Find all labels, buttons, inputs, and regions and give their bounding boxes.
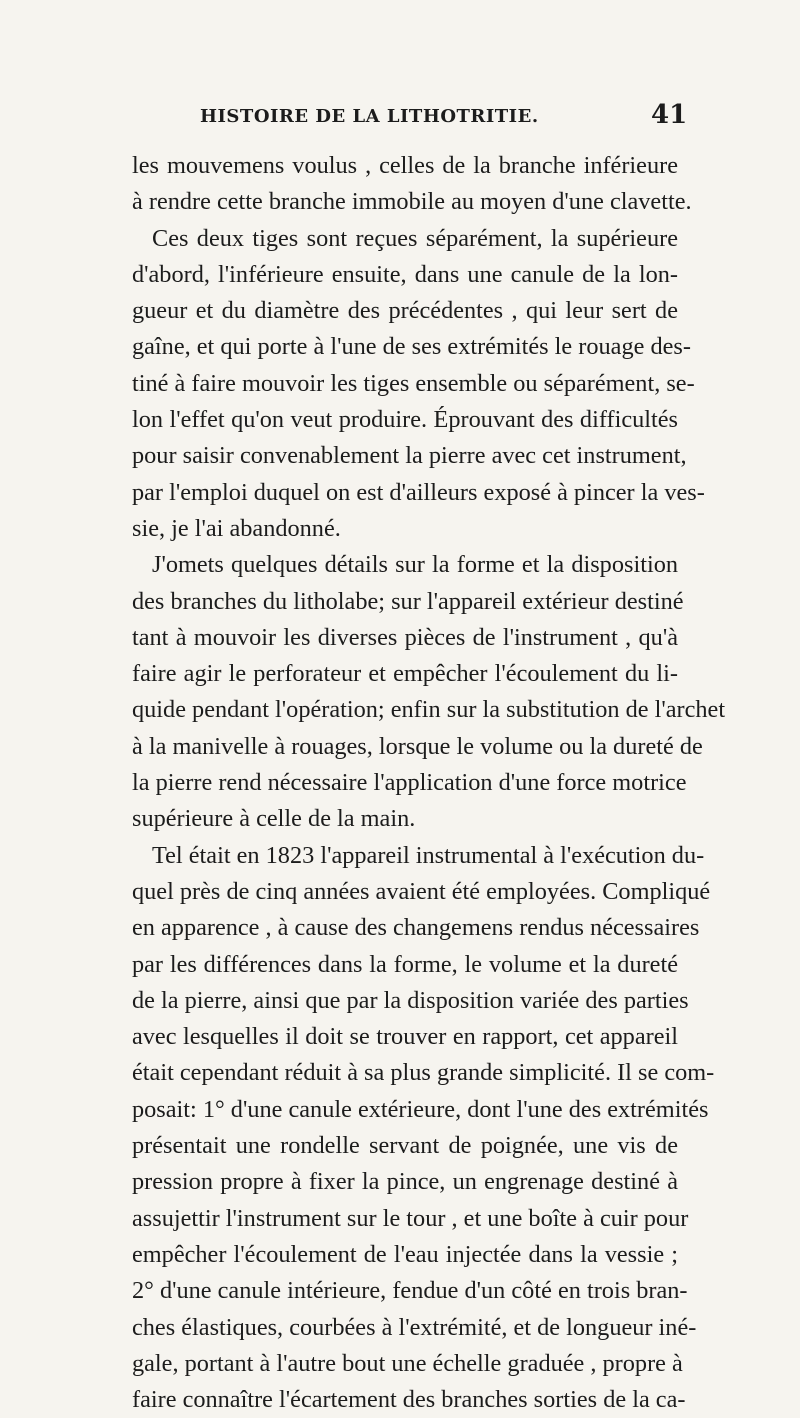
- text-line: lon l'effet qu'on veut produire. Éprouvant des difficultés: [132, 406, 678, 434]
- text-line: par les différences dans la forme, le volume et la dureté: [132, 950, 678, 978]
- text-line: la pierre rend nécessaire l'application d'une force motrice: [132, 769, 687, 797]
- body-text: [132, 148, 726, 1418]
- text-line: faire connaître l'écartement des branches sorties de la ca-: [132, 1386, 686, 1414]
- text-line: pression propre à fixer la pince, un engrenage destiné à: [132, 1168, 678, 1196]
- text-line: de la pierre, ainsi que par la disposition variée des parties: [132, 986, 689, 1014]
- text-line: faire agir le perforateur et empêcher l'écoulement du li-: [132, 660, 678, 688]
- text-line: posait: 1° d'une canule extérieure, dont l'une des extrémités: [132, 1095, 709, 1123]
- text-line: était cependant réduit à sa plus grande simplicité. Il se com-: [132, 1059, 715, 1087]
- text-line: J'omets quelques détails sur la forme et la disposition: [152, 551, 678, 579]
- text-line: quel près de cinq années avaient été employées. Compliqué: [132, 877, 711, 905]
- text-line: gueur et du diamètre des précédentes , qui leur sert de: [132, 297, 678, 325]
- text-line: présentait une rondelle servant de poignée, une vis de: [132, 1132, 678, 1160]
- text-line: gaîne, et qui porte à l'une de ses extrémités le rouage des-: [132, 333, 691, 361]
- text-line: par l'emploi duquel on est d'ailleurs exposé à pincer la ves-: [132, 478, 705, 506]
- text-line: supérieure à celle de la main.: [132, 805, 416, 833]
- text-line: tiné à faire mouvoir les tiges ensemble ou séparément, se-: [132, 369, 695, 397]
- text-line: à rendre cette branche immobile au moyen d'une clavette.: [132, 188, 692, 216]
- text-line: tant à mouvoir les diverses pièces de l'instrument , qu'à: [132, 623, 678, 651]
- text-line: avec lesquelles il doit se trouver en rapport, cet appareil: [132, 1023, 678, 1051]
- running-title: HISTOIRE DE LA LITHOTRITIE.: [200, 106, 539, 127]
- text-line: d'abord, l'inférieure ensuite, dans une canule de la lon-: [132, 260, 678, 288]
- text-line: 2° d'une canule intérieure, fendue d'un côté en trois bran-: [132, 1277, 688, 1305]
- text-line: empêcher l'écoulement de l'eau injectée dans la vessie ;: [132, 1240, 678, 1268]
- text-line: en apparence , à cause des changemens rendus nécessaires: [132, 914, 700, 942]
- text-line: quide pendant l'opération; enfin sur la substitution de l'archet: [132, 696, 726, 724]
- text-line: gale, portant à l'autre bout une échelle graduée , propre à: [132, 1349, 683, 1377]
- text-line: ches élastiques, courbées à l'extrémité, et de longueur iné-: [132, 1313, 697, 1341]
- text-line: assujettir l'instrument sur le tour , et une boîte à cuir pour: [132, 1204, 689, 1232]
- text-line: pour saisir convenablement la pierre avec cet instrument,: [132, 442, 687, 470]
- text-line: sie, je l'ai abandonné.: [132, 514, 341, 542]
- text-line: Ces deux tiges sont reçues séparément, la supérieure: [152, 224, 678, 252]
- text-line: les mouvemens voulus , celles de la branche inférieure: [132, 152, 678, 179]
- text-line: des branches du litholabe; sur l'appareil extérieur destiné: [132, 587, 684, 615]
- text-line: à la manivelle à rouages, lorsque le volume ou la dureté de: [132, 732, 703, 760]
- text-line: Tel était en 1823 l'appareil instrumental à l'exécution du-: [152, 841, 705, 869]
- page-number: 41: [651, 100, 688, 130]
